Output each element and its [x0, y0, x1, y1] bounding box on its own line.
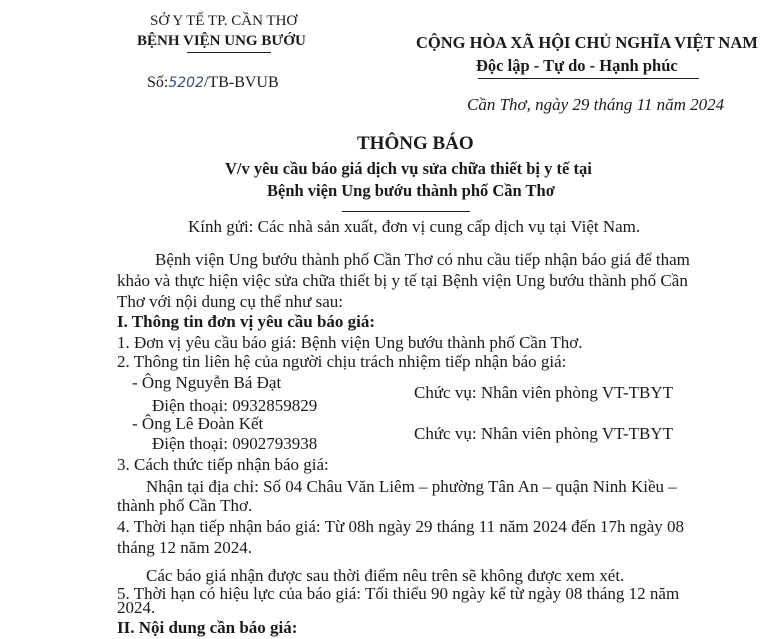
country-name: CỘNG HÒA XÃ HỘI CHỦ NGHĨA VIỆT NAM [416, 33, 758, 52]
national-motto: Độc lập - Tự do - Hạnh phúc [476, 56, 678, 75]
motto-underline [478, 78, 699, 79]
contact-2-phone: Điện thoại: 0902793938 [152, 434, 318, 453]
intro-line-3: Thơ với nội dung cụ thể như sau: [117, 292, 343, 311]
intro-line-1: Bệnh viện Ung bướu thành phố Cần Thơ có nhu cầu tiếp nhận báo giá để tham [155, 250, 690, 269]
doc-no-prefix: Số: [147, 74, 169, 91]
notice-subject-line-2: Bệnh viện Ung bướu thành phố Cần Thơ [267, 181, 555, 200]
contact-1-phone: Điện thoại: 0932859829 [152, 396, 318, 415]
notice-subject-line-1: V/v yêu cầu báo giá dịch vụ sửa chữa thiết bị y tế tại [225, 159, 592, 178]
doc-no-handwritten: 5202 [168, 75, 204, 91]
contact-2-name: - Ông Lê Đoàn Kết [132, 414, 264, 433]
section-2-heading: II. Nội dung cần báo giá: [117, 618, 298, 637]
department-name: SỞ Y TẾ TP. CẦN THƠ [150, 13, 298, 29]
contact-1-role: Chức vụ: Nhân viên phòng VT-TBYT [414, 383, 674, 402]
hospital-underline [187, 52, 271, 53]
section-1-item-3: 3. Cách thức tiếp nhận báo giá: [117, 455, 329, 474]
contact-2-role: Chức vụ: Nhân viên phòng VT-TBYT [414, 424, 674, 443]
document-date: Cần Thơ, ngày 29 tháng 11 năm 2024 [467, 95, 725, 114]
intro-line-2: khảo và thực hiện việc sửa chữa thiết bị y tế tại Bệnh viện Ung bướu thành phố Cần [117, 271, 688, 290]
subject-underline [342, 211, 470, 212]
section-1-heading: I. Thông tin đơn vị yêu cầu báo giá: [117, 312, 376, 331]
section-1-item-3-line-1: Nhận tại địa chỉ: Số 04 Châu Văn Liêm – phường Tân An – quận Ninh Kiều – [146, 477, 677, 496]
doc-no-suffix: /TB-BVUB [203, 74, 279, 91]
section-1-item-4-line-1: 4. Thời hạn tiếp nhận báo giá: Từ 08h ngày 29 tháng 11 năm 2024 đến 17h ngày 08 [117, 517, 684, 536]
section-1-item-5-line-2: 2024. [117, 598, 156, 617]
notice-title: THÔNG BÁO [357, 133, 474, 154]
document-number [147, 74, 279, 92]
recipient-line: Kính gửi: Các nhà sản xuất, đơn vị cung cấp dịch vụ tại Việt Nam. [188, 217, 641, 236]
contact-1-name: - Ông Nguyễn Bá Đạt [132, 373, 282, 392]
section-1-item-1: 1. Đơn vị yêu cầu báo giá: Bệnh viện Ung bướu thành phố Cần Thơ. [117, 333, 583, 352]
section-1-item-3-line-2: thành phố Cần Thơ. [117, 496, 253, 515]
section-1-item-4-note: Các báo giá nhận được sau thời điểm nêu trên sẽ không được xem xét. [146, 566, 625, 585]
hospital-name: BỆNH VIỆN UNG BƯỚU [137, 33, 306, 49]
section-1-item-4-line-2: tháng 12 năm 2024. [117, 538, 253, 557]
section-1-item-5-line-1: 5. Thời hạn có hiệu lực của báo giá: Tối thiểu 90 ngày kể từ ngày 08 tháng 12 năm [117, 584, 680, 603]
section-1-item-2: 2. Thông tin liên hệ của người chịu trách nhiệm tiếp nhận báo giá: [117, 352, 567, 371]
